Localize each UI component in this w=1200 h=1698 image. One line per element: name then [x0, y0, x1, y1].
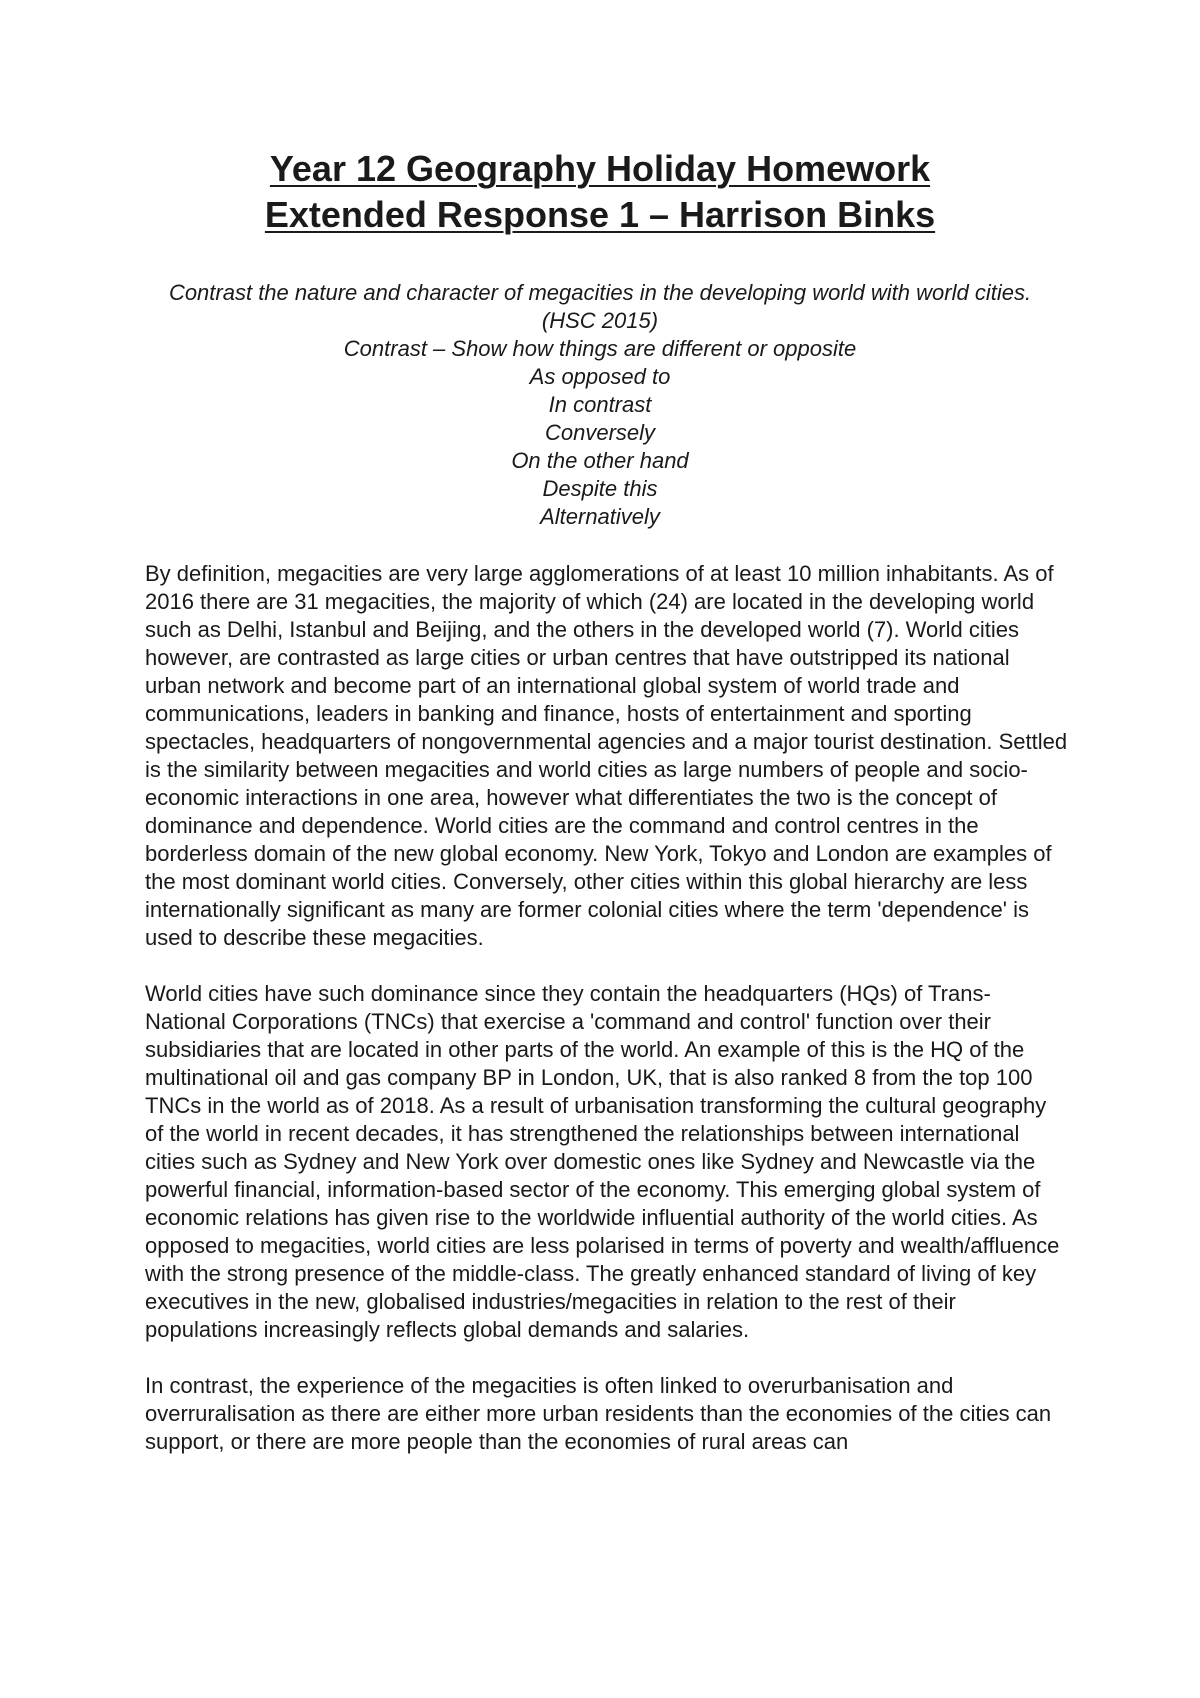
connective-5: Despite this [542, 476, 658, 501]
paragraph-3: In contrast, the experience of the megacities is often linked to overurbanisation and overruralisation as there are either more urban residents than the economies of the cities can support, or there are more people than the economies of rural areas can [145, 1373, 1052, 1454]
connective-4: On the other hand [511, 448, 689, 473]
paragraph-2: World cities have such dominance since they contain the headquarters (HQs) of Trans-National Corporations (TNCs) that exercise a 'command and control' function over their subsidiaries that are located in other parts of the world. An example of this is the HQ of the multinational oil and gas company BP in London, UK, that is also ranked 8 from the top 100 TNCs in the world as of 2018. As a result of urbanisation transforming the cultural geography of the world in recent decades, it has strengthened the relationships between international cities such as Sydney and New York over domestic ones like Sydney and Newcastle via the powerful financial, information-based sector of the economy. This emerging global system of economic relations has given rise to the worldwide influential authority of the world cities. As opposed to megacities, world cities are less polarised in terms of poverty and wealth/affluence with the strong presence of the middle-class. The greatly enhanced standard of living of key executives in the new, globalised industries/megacities in relation to the rest of their populations increasingly reflects global demands and salaries. [145, 981, 1060, 1342]
essay-body [145, 560, 1070, 1484]
title-line-1: Year 12 Geography Holiday Homework [269, 148, 931, 189]
paragraph-1: By definition, megacities are very large agglomerations of at least 10 million inhabitants. As of 2016 there are 31 megacities, the majority of which (24) are located in the developing world such as Delhi, Istanbul and Beijing, and the others in the developed world (7). World cities however, are contrasted as large cities or urban centres that have outstripped its national urban network and become part of an international global system of world trade and communications, leaders in banking and finance, hosts of entertainment and sporting spectacles, headquarters of nongovernmental agencies and a major tourist destination. Settled is the similarity between megacities and world cities as large numbers of people and socio-economic interactions in one area, however what differentiates the two is the concept of dominance and dependence. World cities are the command and control centres in the borderless domain of the new global economy. New York, Tokyo and London are examples of the most dominant world cities. Conversely, other cities within this global hierarchy are less internationally significant as many are former colonial cities where the term 'dependence' is used to describe these megacities. [145, 561, 1068, 950]
question-text: Contrast the nature and character of megacities in the developing world with world cities. (HSC 2015) [168, 280, 1032, 333]
document-title [0, 146, 1200, 238]
contrast-definition: Contrast – Show how things are different or opposite [343, 336, 857, 361]
title-line-2: Extended Response 1 – Harrison Binks [264, 194, 936, 235]
connective-1: As opposed to [529, 364, 671, 389]
connective-2: In contrast [548, 392, 652, 417]
question-prompt [140, 279, 1060, 531]
connective-6: Alternatively [540, 504, 660, 529]
connective-3: Conversely [544, 420, 656, 445]
